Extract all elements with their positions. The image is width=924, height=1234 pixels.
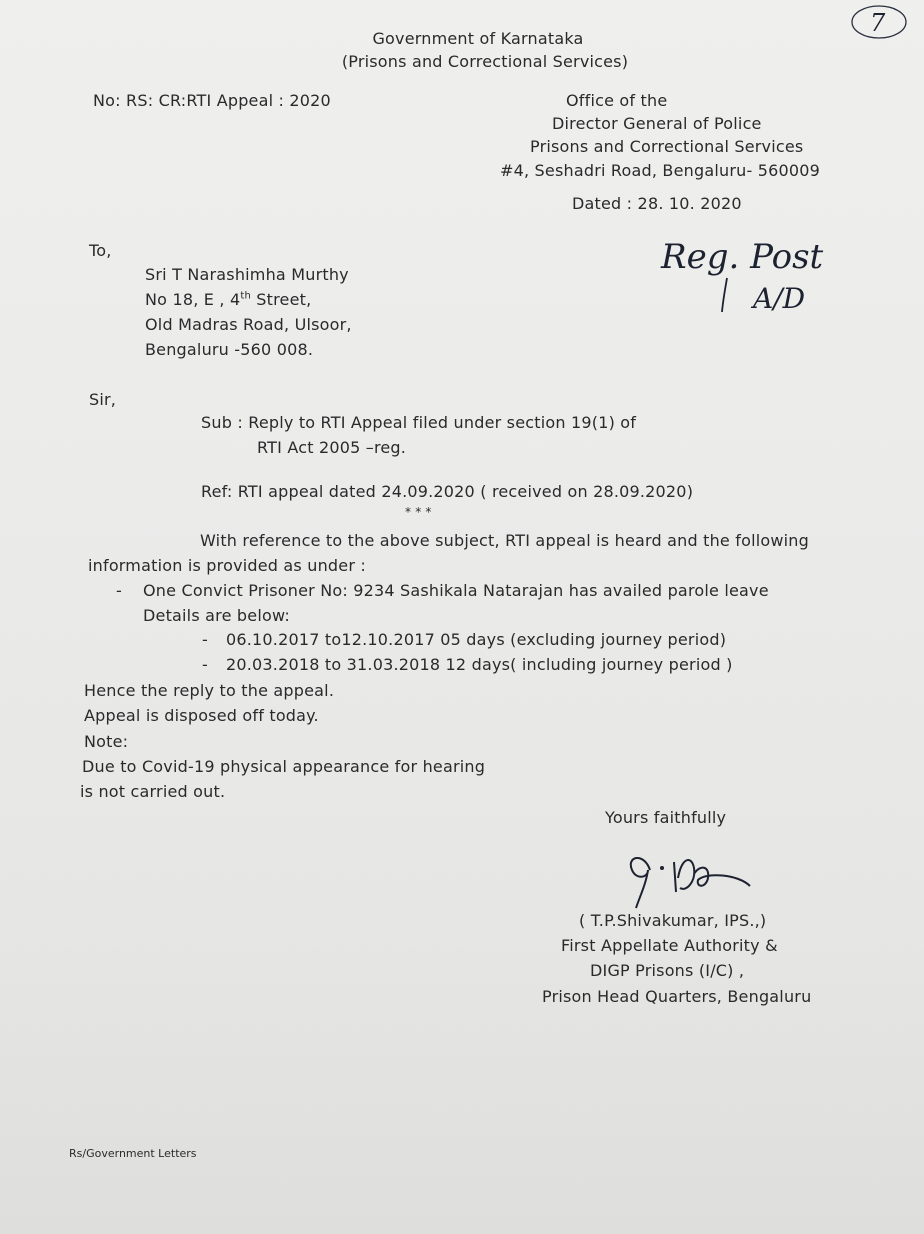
addressee-name: Sri T Narashimha Murthy (145, 265, 349, 284)
bullet-dash: - (116, 581, 122, 600)
addressee-line-1: No 18, E , 4th Street, (145, 290, 312, 309)
note-label: Note: (84, 732, 129, 751)
reg-post-annotation (655, 220, 855, 320)
signatory-title-1: First Appellate Authority & (561, 936, 778, 955)
subject-line-1: Sub : Reply to RTI Appeal filed under section 19(1) of (201, 413, 637, 432)
signature (618, 848, 768, 918)
separator: * * * (405, 505, 432, 519)
closing-line-2: Appeal is disposed off today. (84, 706, 319, 725)
note-line-2: is not carried out. (80, 782, 226, 801)
note-line-1: Due to Covid-19 physical appearance for hearing (82, 757, 486, 776)
header-line-2: (Prisons and Correctional Services) (341, 52, 629, 71)
footer-reference: Rs/Government Letters (69, 1147, 197, 1160)
header-line-1: Government of Karnataka (372, 29, 584, 48)
salutation: Sir, (89, 390, 117, 409)
sub-bullet-dash-1: - (202, 630, 208, 649)
office-line-3: Prisons and Correctional Services (530, 137, 804, 156)
office-address: #4, Seshadri Road, Bengaluru- 560009 (500, 161, 820, 180)
signatory-title-3: Prison Head Quarters, Bengaluru (542, 987, 812, 1006)
body-paragraph-line-2: information is provided as under : (88, 556, 366, 575)
bullet-item-1: One Convict Prisoner No: 9234 Sashikala Natarajan has availed parole leave (143, 581, 769, 600)
date-line: Dated : 28. 10. 2020 (572, 194, 742, 213)
sub-bullet-dash-2: - (202, 655, 208, 674)
addressee-line-3: Bengaluru -560 008. (145, 340, 314, 359)
closing-line-1: Hence the reply to the appeal. (84, 681, 335, 700)
subject-line-2: RTI Act 2005 –reg. (257, 438, 407, 457)
page-number-circle (848, 2, 910, 42)
reg-post-text: Reg. Post (661, 237, 824, 277)
parole-period-1: 06.10.2017 to12.10.2017 05 days (excluding journey period) (226, 630, 727, 649)
reference-line: Ref: RTI appeal dated 24.09.2020 ( received on 28.09.2020) (201, 482, 694, 501)
page-number: 7 (870, 9, 886, 37)
signatory-name: ( T.P.Shivakumar, IPS.,) (579, 911, 767, 930)
details-label: Details are below: (143, 606, 290, 625)
office-line-1: Office of the (566, 91, 668, 110)
parole-period-2: 20.03.2018 to 31.03.2018 12 days( including journey period ) (226, 655, 733, 674)
yours-faithfully: Yours faithfully (605, 808, 727, 827)
signatory-title-2: DIGP Prisons (I/C) , (590, 961, 745, 980)
office-line-2: Director General of Police (552, 114, 762, 133)
body-paragraph-line-1: With reference to the above subject, RTI appeal is heard and the following (200, 531, 809, 550)
ad-text: A/D (753, 282, 806, 315)
reference-number: No: RS: CR:RTI Appeal : 2020 (93, 91, 331, 110)
addressee-line-2: Old Madras Road, Ulsoor, (145, 315, 352, 334)
to-label: To, (89, 241, 112, 260)
